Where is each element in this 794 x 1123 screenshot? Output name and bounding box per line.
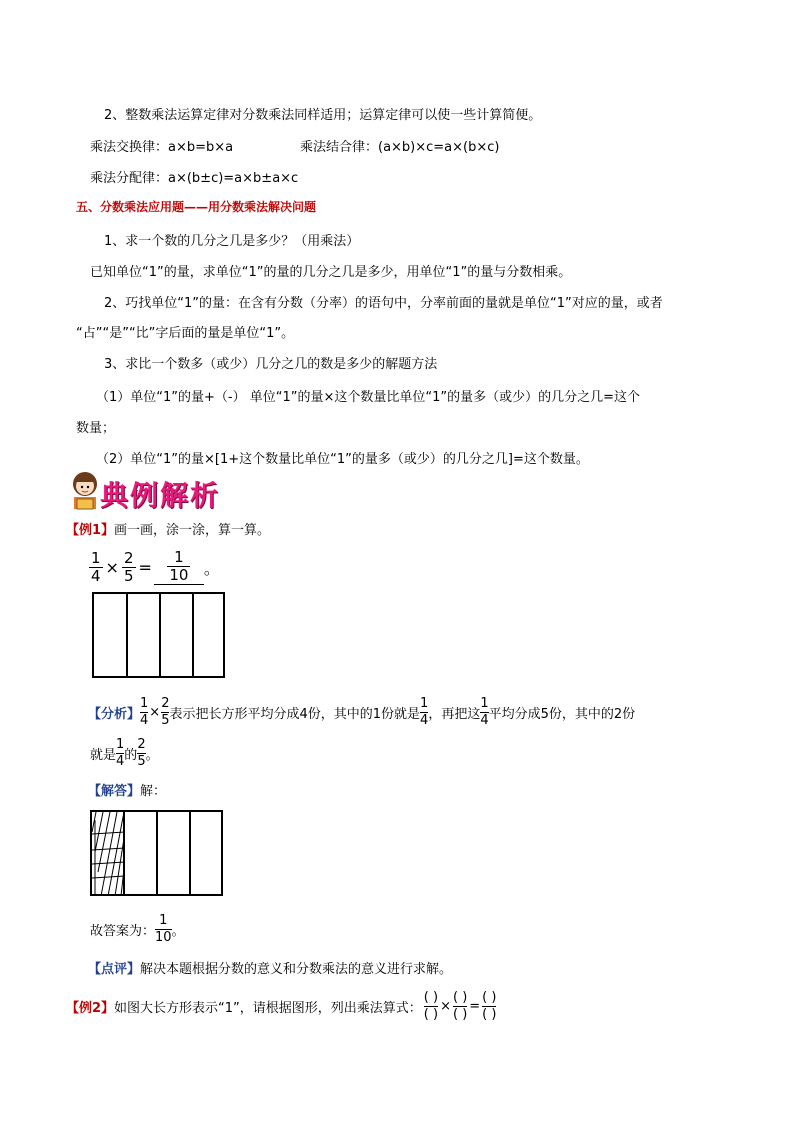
fraction: $\frac{2}{5}$ xyxy=(123,548,134,585)
section-heading: 五、分数乘法应用题——用分数乘法解决问题 xyxy=(76,200,317,214)
fraction: 2 5 xyxy=(137,737,146,769)
review-line: 【点评】解决本题根据分数的意义和分数乘法的意义进行求解。 xyxy=(88,962,453,977)
example1-line xyxy=(66,519,270,538)
fraction: $\frac{1}{4}$ xyxy=(140,696,149,728)
example2-prompt: 如图大长方形表示“1”，请根据图形，列出乘法算式： xyxy=(114,1001,422,1016)
hatch-shading xyxy=(92,812,125,896)
example-tag: 【例2】 xyxy=(66,1001,115,1016)
answer-line: 【解答】解： xyxy=(88,784,167,799)
fraction: 1 4 xyxy=(480,696,489,728)
answer-blank xyxy=(154,549,204,585)
distributive-law: 乘法分配律：a×(b±c)=a×b±a×c xyxy=(90,171,299,186)
result-line: 故答案为： 1 10 。 xyxy=(90,913,185,945)
example1-equation: $\frac{1}{4}$ × $\frac{2}{5}$ = $\frac{1}{10}$ 。 xyxy=(91,548,220,585)
fraction: $\frac{1}{10}$ xyxy=(169,548,189,584)
section-paragraph: 3、求比一个数多（或少）几分之几的数是多少的解题方法 xyxy=(104,357,438,372)
section-paragraph: 已知单位“1”的量，求单位“1”的量的几分之几是多少，用单位“1”的量与分数相乘。 xyxy=(90,265,572,280)
section-paragraph: “占”“是”“比”字后面的量是单位“1”。 xyxy=(76,326,295,341)
section-paragraph: 数量； xyxy=(76,421,116,436)
fraction: 1 10 xyxy=(155,913,172,945)
example-tag: 【例1】 xyxy=(66,523,115,538)
fraction: 1 4 xyxy=(420,696,429,728)
fraction: $\frac{1}{4}$ xyxy=(91,548,101,585)
example2-line: 【例2】 如图大长方形表示“1”，请根据图形，列出乘法算式： ( ) ( ) × ( ) ( ) = ( ) ( ) xyxy=(66,990,497,1022)
girl-reading-icon xyxy=(68,470,102,514)
section-paragraph: （2）单位“1”的量×[1+这个数量比单位“1”的量多（或少）的几分之几]=这个数量。 xyxy=(96,452,589,467)
fraction-blank: ( ) ( ) xyxy=(452,990,468,1022)
review-tag: 【点评】 xyxy=(88,962,141,977)
commutative-law: 乘法交换律：a×b=b×a xyxy=(90,140,234,155)
rectangle-diagram xyxy=(92,592,225,678)
section-paragraph: 2、巧找单位“1”的量：在含有分数（分率）的语句中，分率前面的量就是单位“1”对应的量，或者 xyxy=(104,296,663,311)
shaded-rectangle-diagram xyxy=(90,810,223,896)
answer-tag: 【解答】 xyxy=(88,784,141,799)
section-paragraph: （1）单位“1”的量+（-） 单位“1”的量×这个数量比单位“1”的量多（或少）的几分之几=这个 xyxy=(96,390,640,405)
fraction-blank: ( ) ( ) xyxy=(482,990,497,1022)
fraction: $\frac{2}{5}$ xyxy=(161,696,170,728)
associative-law: 乘法结合律：(a×b)×c=a×(b×c) xyxy=(300,140,500,155)
section-paragraph: 1、求一个数的几分之几是多少？（用乘法） xyxy=(104,234,360,249)
fraction: 1 4 xyxy=(116,737,125,769)
rule-line-2: 2、整数乘法运算定律对分数乘法同样适用；运算定律可以使一些计算简便。 xyxy=(104,108,542,123)
example-prompt: 画一画，涂一涂，算一算。 xyxy=(114,523,271,538)
analysis-line-2: 就是 1 4 的 2 5 。 xyxy=(90,737,159,769)
analysis-line-1: 【分析】 $\frac{1}{4}$ × $\frac{2}{5}$ 表示把长方形平均分成4份，其中的1份就是 1 4 ，再把这 1 4 平均分成5份，其中的2份 xyxy=(88,696,636,728)
analysis-tag: 【分析】 xyxy=(88,707,141,722)
times-sign: × xyxy=(105,557,119,577)
equals-sign: = xyxy=(138,557,152,577)
fraction-blank: ( ) ( ) xyxy=(423,990,439,1022)
banner-title: 典例解析 xyxy=(100,479,221,512)
